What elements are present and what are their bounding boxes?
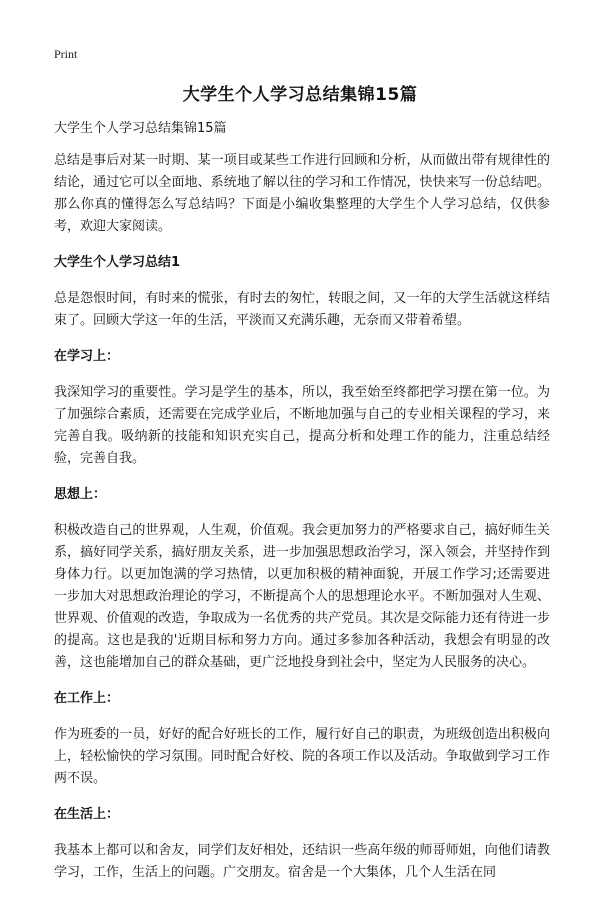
intro-paragraph: 总结是事后对某一时期、某一项目或某些工作进行回顾和分析，从而做出带有规律性的结论，通过它可以全面地、系统地了解以往的学习和工作情况，快快来写一份总结吧。那么你真的懂得怎么写总结吗？下面是小编收集整理的大学生个人学习总结，仅供参考，欢迎大家阅读。 (54, 153, 550, 234)
work-paragraph: 作为班委的一员，好好的配合好班长的工作，履行好自己的职责，为班级创造出积极向上，轻松愉快的学习氛围。同时配合好校、院的各项工作以及活动。争取做到学习工作两不误。 (54, 727, 550, 786)
print-label: Print (54, 47, 78, 61)
study-paragraph: 我深知学习的重要性。学习是学生的基本，所以，我至始至终都把学习摆在第一位。为了加强综合素质，还需要在完成学业后，不断地加强与自己的专业相关课程的学习，来完善自我。吸纳新的技能和知识充实自己，提高分析和处理工作的能力，注重总结经验，完善自我。 (54, 385, 550, 466)
section-heading-life: 在生活上： (54, 807, 120, 822)
life-paragraph: 我基本上都可以和舍友，同学们友好相处，还结识一些高年级的师哥师姐，向他们请教学习，工作，生活上的问题。广交朋友。宿舍是一个大集体，几个人生活在同 (54, 843, 550, 880)
section-heading-study: 在学习上： (54, 349, 120, 364)
section-heading-work: 在工作上： (54, 691, 120, 706)
document-subtitle: 大学生个人学习总结集锦15篇 (54, 121, 227, 136)
summary-1-paragraph: 总是怨恨时间，有时来的慌张，有时去的匆忙，转眼之间，又一年的大学生活就这样结束了。回顾大学这一年的生活，平淡而又充满乐趣，无奈而又带着希望。 (54, 291, 550, 328)
page-title: 大学生个人学习总结集锦15篇 (182, 85, 418, 105)
thought-paragraph: 积极改造自己的世界观，人生观，价值观。我会更加努力的严格要求自己，搞好师生关系，搞好同学关系，搞好朋友关系，进一步加强思想政治学习，深入领会，并坚持作到身体力行。以更加饱满的学习热情，以更加积极的精神面貌，开展工作学习;还需要进一步加大对思想政治理论的学习，不断提高个人的思想理论水平。不断加强对人生观、世界观、价值观的改造，争取成为一名优秀的共产党员。其次是交际能力还有待进一步的提高。这也是我的'近期目标和努力方向。通过多参加各种活动，我想会有明显的改善，这也能增加自己的群众基础，更广泛地投身到社会中，坚定为人民服务的决心。 (54, 523, 550, 670)
section-heading-thought: 思想上： (54, 487, 107, 502)
section-heading-summary-1: 大学生个人学习总结1 (54, 255, 181, 270)
document-body (54, 118, 550, 898)
